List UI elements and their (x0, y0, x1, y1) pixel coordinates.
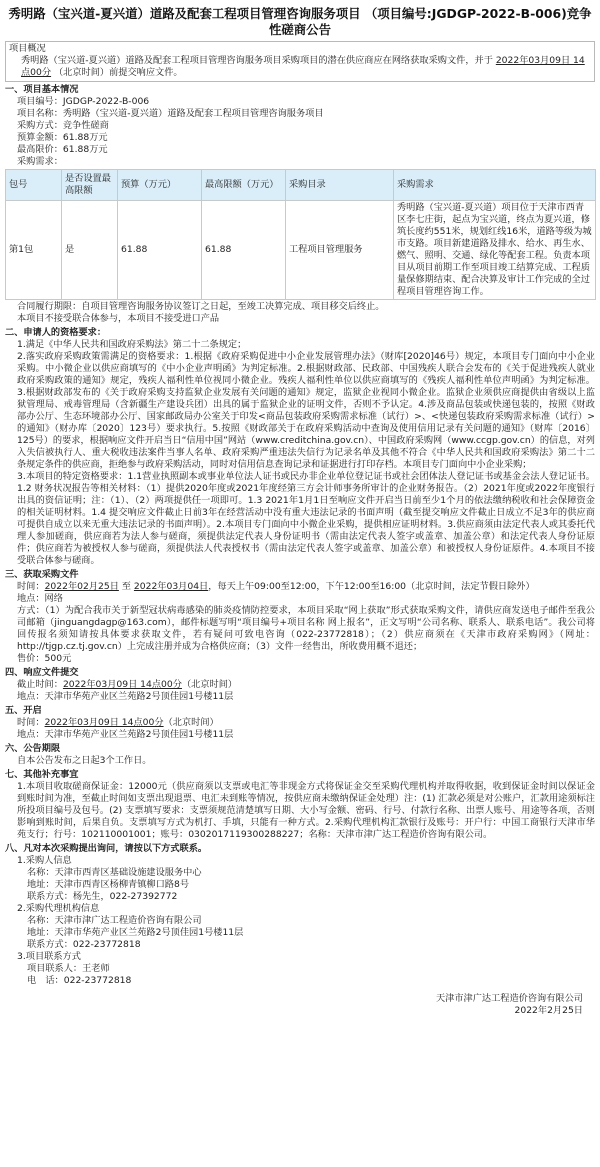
submission-place: 地点：天津市华苑产业区兰苑路2号顶佳园1号楼11层 (17, 691, 234, 702)
project-overview-box (5, 41, 595, 82)
section-8-heading: 八、凡对本次采购提出询问，请按以下方式联系。 (5, 843, 208, 854)
footer-company: 天津市津广达工程造价咨询有限公司 (436, 993, 583, 1004)
section-4-heading: 四、响应文件提交 (5, 667, 79, 678)
opening-time-label: 时间： (17, 717, 45, 728)
submission-deadline-value: 2022年03月09日 14点00分 (62, 679, 182, 690)
overview-body-after: （北京时间）前提交响应文件。 (54, 67, 183, 78)
overview-body: 秀明路（宝兴道-夏兴道）道路及配套工程项目管理咨询服务项目采购项目的潜在供应商应在网络获取采购文件，并于 (21, 55, 493, 66)
overview-text (9, 55, 591, 79)
cell-catalog: 工程项目管理服务 (286, 201, 394, 300)
overview-heading: 项目概况 (9, 43, 46, 54)
section-2-heading: 二、申请人的资格要求： (5, 327, 107, 338)
requirements-label: 采购需求： (17, 156, 63, 167)
cell-limit: 61.88 (202, 201, 286, 300)
document-price: 售价：500元 (17, 653, 72, 664)
opening-time-value: 2022年03月09日 14点00分 (44, 717, 164, 728)
cell-requirement: 秀明路（宝兴道-夏兴道）项目位于天津市西青区李七庄街，起点为宝兴道，终点为夏兴道，修筑长度约551米，规划红线16米，道路等级为城市支路。项目新建道路及排水、给水、再生水、燃气、照明、交通、绿化等配套工程。负责本项目从项目前期工作至项目竣工结算完成、工程质量保修期结束、配合决算及审计工作完成的全过程项目管理咨询工作。 (394, 201, 596, 300)
qualification-2: 2.落实政府采购政策需满足的资格要求：1.根据《政府采购促进中小企业发展管理办法》（财库[2020]46号）规定，本项目专门面向中小企业采购。中小微企业以供应商填写的《中小企业声明函》为判定标准。2.根据财政部、民政部、中国残疾人联合会发布的《关于促进残疾人就业政府采购政策的通知》规定，残疾人福利性单位视同小微企业。残疾人福利性单位以供应商填写的《残疾人福利性单位声明函》为判定标准。3.根据财政部发布的《关于政府采购支持监狱企业发展有关问题的通知》规定，监狱企业视同小微企业。监狱企业须供应商提供由省级以上监狱管理局、戒毒管理局（含新疆生产建设兵团）出具的属于监狱企业的证明文件，否则不予认定。4.涉及商品包装或快递包装的，按照《财政部办公厅、生态环境部办公厅、国家邮政局办公室关于印发<商品包装政府采购需求标准（试行）>、<快递包装政府采购需求标准（试行）>的通知》（财办库〔2020〕123号）要求执行。5.按照《财政部关于在政府采购活动中查询及使用信用记录有关问题的通知》（财库〔2016〕125号）的要求，根据响应文件开启当日“信用中国”网站（www.creditchina.gov.cn）、中国政府采购网（www.ccgp.gov.cn）的信息，对列入失信被执行人、重大税收违法案件当事人名单、政府采购严重违法失信行为记录名单及其他不符合《中华人民共和国政府采购法》第二十二条规定条件的供应商，拒绝参与政府采购活动，同时对信用信息查询记录和证据进行打印存档。本项目专门面向中小企业采购； (17, 351, 595, 470)
purchaser-heading: 1.采购人信息 (17, 855, 72, 866)
acquire-time (5, 581, 595, 593)
consortium-note: 本项目不接受联合体参与，本项目不接受进口产品 (17, 313, 220, 324)
footer-date: 2022年2月25日 (514, 1005, 583, 1016)
acquire-time-end: 2022年03月04日 (133, 581, 209, 592)
project-contact-heading: 3.项目联系方式 (17, 951, 81, 962)
purchaser-contact: 联系方式：杨先生，022-27392772 (27, 891, 178, 902)
opening-time (5, 717, 595, 729)
section-7-heading: 七、其他补充事宜 (5, 769, 79, 780)
cell-budget: 61.88 (118, 201, 202, 300)
col-header-budget: 预算（万元） (118, 170, 202, 201)
agency-heading: 2.采购代理机构信息 (17, 903, 100, 914)
acquire-method: 方式：（1）为配合我市关于新型冠状病毒感染的肺炎疫情防控要求，本项目采取“网上获取”形式获取采购文件，请供应商发送电子邮件至我公司邮箱（jinguangdagp@163.com），邮件标题写明“项目编号+项目名称 网上报名”，正文写明“公司名称、联系人、联系电话”。我公司将回传报名须知请按具体要求获取文件，若有疑问可致电咨询（022-23772818）；（2）供应商须在《天津市政府采购网》（网址：http://tjgp.cz.tj.gov.cn）上完成注册并成为合格供应商；（3）文件一经售出，所收费用概不退还； (17, 605, 595, 652)
submission-deadline-label: 截止时间： (17, 679, 63, 690)
acquire-time-suffix: ，每天上午09:00至12:00，下午12:00至16:00（北京时间，法定节假日除外） (208, 581, 535, 592)
project-contact-person: 项目联系人：王老师 (27, 963, 110, 974)
acquire-time-label: 时间： (17, 581, 45, 592)
table-header-row (6, 170, 596, 201)
purchaser-name: 名称：天津市西青区基础设施建设服务中心 (27, 867, 202, 878)
submission-deadline-suffix: （北京时间） (181, 679, 238, 690)
opening-place: 地点：天津市华苑产业区兰苑路2号顶佳园1号楼11层 (17, 729, 234, 740)
budget-amount: 预算金额：61.88万元 (17, 132, 108, 143)
project-name: 项目名称：秀明路（宝兴道-夏兴道）道路及配套工程项目管理咨询服务项目 (17, 108, 324, 119)
cell-package: 第1包 (6, 201, 62, 300)
agency-name: 名称：天津市津广达工程造价咨询有限公司 (27, 915, 202, 926)
agency-address: 地址：天津市华苑产业区兰苑路2号顶佳园1号楼11层 (27, 927, 244, 938)
requirements-table (5, 169, 596, 300)
table-row (6, 201, 596, 300)
overview-deadline: 2022年03月09日 14点00分 (21, 55, 585, 78)
col-header-limit: 最高限额（万元） (202, 170, 286, 201)
page-title: 秀明路（宝兴道-夏兴道）道路及配套工程项目管理咨询服务项目 （项目编号:JGDGP-2022-B-006)竞争性磋商公告 (8, 6, 592, 37)
submission-deadline (5, 679, 595, 691)
col-header-has-limit: 是否设置最高限额 (62, 170, 118, 201)
acquire-time-to: 至 (118, 581, 134, 592)
section-5-heading: 五、开启 (5, 705, 42, 716)
col-header-package: 包号 (6, 170, 62, 201)
qualification-1: 1.满足《中华人民共和国政府采购法》第二十二条规定； (17, 339, 247, 350)
opening-time-suffix: （北京时间） (163, 717, 219, 728)
acquire-place: 地点：网络 (17, 593, 63, 604)
section-6-heading: 六、公告期限 (5, 743, 61, 754)
acquire-time-start: 2022年02月25日 (44, 581, 119, 592)
announcement-period: 自本公告发布之日起3个工作日。 (17, 755, 152, 766)
project-contact-phone: 电 话：022-23772818 (27, 975, 132, 986)
col-header-requirement: 采购需求 (394, 170, 596, 201)
contract-period: 合同履行期限：自项目管理咨询服务协议签订之日起，至竣工决算完成、项目移交后终止。 (17, 301, 385, 312)
col-header-catalog: 采购目录 (286, 170, 394, 201)
purchaser-address: 地址：天津市西青区杨柳青镇柳口路8号 (27, 879, 190, 890)
procurement-method: 采购方式：竞争性磋商 (17, 120, 109, 131)
other-matters: 1.本项目收取磋商保证金：12000元（供应商须以支票或电汇等非现金方式将保证金交至采购代理机构并取得收据，收到保证金时间以保证金到账时间为准，至截止时间如支票出现退票、电汇未到账等情况，按供应商未缴纳保证金处理）注：(1) 汇款必须是对公账户，汇款用途须标注所投项目编号及包号。(2) 支票填写要求：支票须规范清楚填写日期、大小写金额、密码、行号、付款行名称、出票人账号、用途等各项，否则影响到账时间，后果自负。支票填写方式为机打、手填，只能有一种方式。2.采购代理机构汇款银行及账号：开户行：中国工商银行天津市华苑支行；行号：102110001001；账号：0302017119300288227；名称：天津市津广达工程造价咨询有限公司。 (17, 781, 595, 840)
qualification-3: 3.本项目的特定资格要求：1.1营业执照副本或事业单位法人证书或民办非企业单位登记证书或社会团体法人登记证书或基金会法人登记证书。1.2 财务状况报告等相关材料：（1）提供2020年度或2021年度经第三方会计师事务所审计的企业财务报告。（2）2021年度或2022年度银行出具的资信证明；注：（1）、（2）两项提供任一项即可。1.3 2021年1月1日至响应文件开启当日前至少1个月的依法缴纳税收和社会保障资金的相关证明材料。1.4 提交响应文件截止日前3年在经营活动中没有重大违法记录的书面声明（截至提交响应文件截止日成立不足3年的供应商可提供自成立以来无重大违法记录的书面声明）。2.本项目专门面向中小微企业采购，提供相应证明材料。3.供应商须由法定代表人或其委托代理人参加磋商，供应商若为法人参与磋商，须提供法定代表人身份证明书（需由法定代表人签字或盖章、加盖公章）和法定代表人身份证原件；供应商若为被授权人参与磋商，须提供法人代表授权书（需由法定代表人签字或盖章、加盖公章）和被授权人身份证原件。4.本项目不接受联合体参与磋商。 (17, 471, 595, 566)
project-number: 项目编号：JGDGP-2022-B-006 (17, 96, 150, 107)
cell-has-limit: 是 (62, 201, 118, 300)
section-1-heading: 一、项目基本情况 (5, 84, 79, 95)
agency-contact: 联系方式：022-23772818 (27, 939, 141, 950)
max-price: 最高限价：61.88万元 (17, 144, 108, 155)
section-3-heading: 三、获取采购文件 (5, 569, 79, 580)
